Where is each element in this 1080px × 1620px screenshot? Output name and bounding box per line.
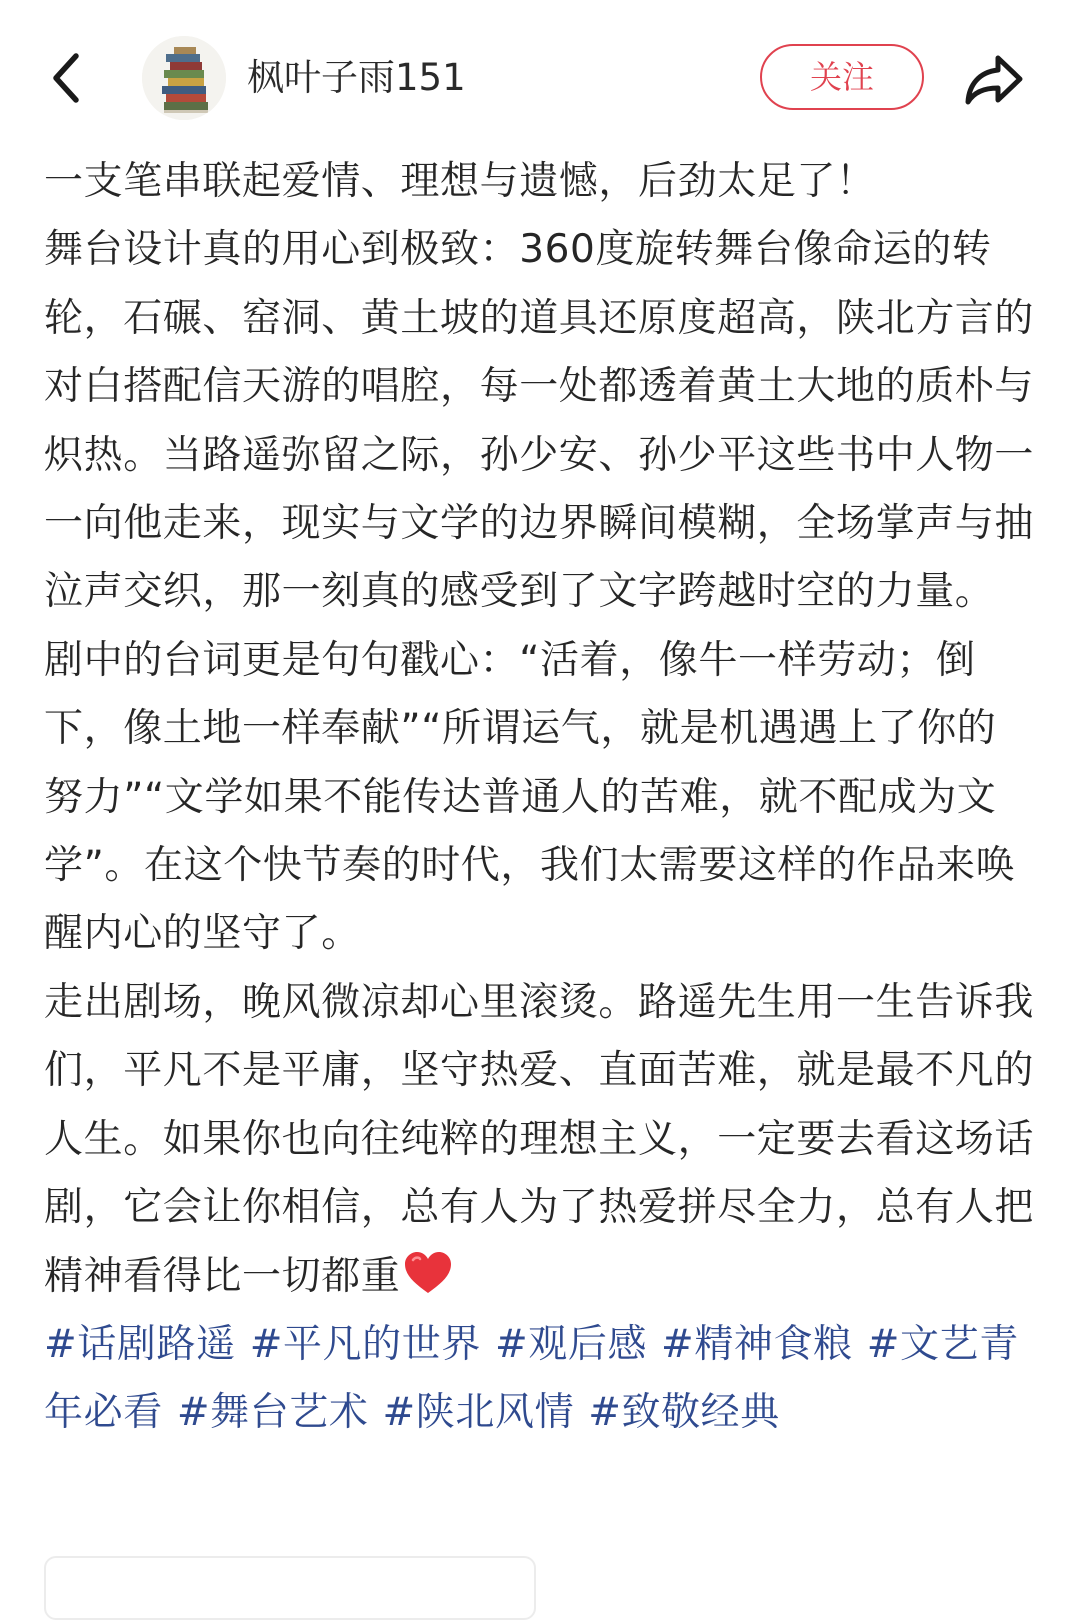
comment-input-bar[interactable] [44,1556,536,1620]
share-arrow-icon [962,52,1026,108]
back-button[interactable] [30,42,102,114]
post-body [44,148,1034,1448]
hashtag-list [44,1311,1034,1448]
share-button[interactable] [958,44,1030,116]
avatar[interactable] [142,36,226,120]
post-paragraph: 舞台设计真的用心到极致：360度旋转舞台像命运的转轮，石碾、窑洞、黄土坡的道具还原度超高，陕北方言的对白搭配信天游的唱腔，每一处都透着黄土大地的质朴与炽热。当路遥弥留之际，孙少安、孙少平这些书中人物一一向他走来，现实与文学的边界瞬间模糊，全场掌声与抽泣声交织，那一刻真的感受到了文字跨越时空的力量。 [44,227,1035,615]
post-paragraph: 剧中的台词更是句句戳心：“活着，像牛一样劳动；倒下，像土地一样奉献”“所谓运气，就是机遇遇上了你的努力”“文学如果不能传达普通人的苦难，就不配成为文学”。在这个快节奏的时代，我们太需要这样的作品来唤醒内心的坚守了。 [44,637,1016,957]
post-paragraph-text: 走出剧场，晚风微凉却心里滚烫。路遥先生用一生告诉我们，平凡不是平庸，坚守热爱、直面苦难，就是最不凡的人生。如果你也向往纯粹的理想主义，一定要去看这场话剧，它会让你相信，总有人为了热爱拼尽全力，总有人把精神看得比一切都重 [44,979,1035,1299]
chevron-left-icon [44,48,88,108]
hashtag-link[interactable]: #观后感 [494,1321,648,1367]
hashtag-link[interactable]: #陕北风情 [382,1390,575,1436]
hashtag-link[interactable]: #精神食粮 [661,1321,853,1367]
top-nav-bar [0,0,1080,150]
hashtag-link[interactable]: #舞台艺术 [176,1390,369,1436]
follow-button[interactable]: 关注 [760,44,924,110]
hashtag-link[interactable]: #致敬经典 [588,1390,780,1436]
post-paragraph-last [44,969,1034,1311]
hashtag-link[interactable]: #话剧路遥 [44,1321,236,1367]
post-paragraph: 一支笔串联起爱情、理想与遗憾，后劲太足了！ [44,159,876,204]
author-name[interactable]: 枫叶子雨151 [247,56,466,99]
heart-icon [402,1249,454,1297]
hashtag-link[interactable]: #文艺青年必看 [44,1321,1019,1436]
book-stack-avatar-icon [142,36,226,120]
hashtag-link[interactable]: #平凡的世界 [249,1321,481,1367]
